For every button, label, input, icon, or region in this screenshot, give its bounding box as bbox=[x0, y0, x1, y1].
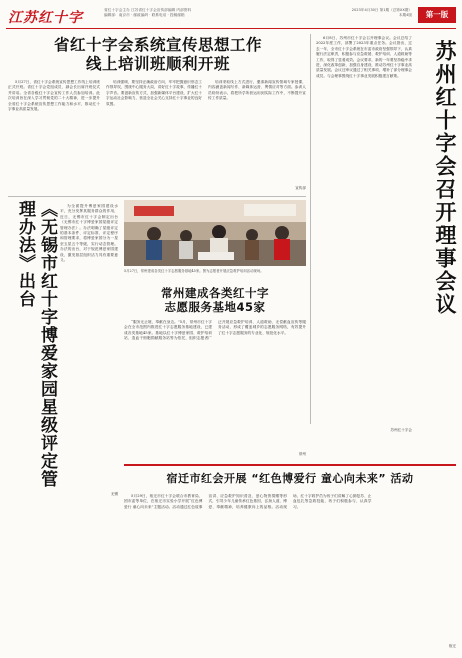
article2-paragraph: 6月8日，苏州市红十字会召开理事会议。会议总结了2022年度工作，部署了2023年重点任务。会议指出，过去一年，全市红十字会系统在市委市政府坚强领导下，认真履行法定职责，积极参与应急救援、救护培训、人道救助等工作，取得了显著成效。会议要求，新的一年要坚持稳中求进，深化改革创新，加强自身建设，推动苏州红十字事业高质量发展。会议还审议通过了相关事项，增补了部分理事会成员。与会理事围绕红十字事业发展积极建言献策。 bbox=[316, 36, 412, 78]
article1-paragraph-1: 5月27日，省红十字会系统宣传思想工作线上培训班正式开班。省红十字会党组成员、副会长出席开班仪式并讲话。全省各级红十字会宣传工作人员参加培训。此次培训旨在深入学习贯彻党的二十大精神，进一步提升全省红十字会系统宣传思想工作能力和水平，推动红十字事业高质量发展。 bbox=[8, 80, 100, 112]
issue-date bbox=[316, 8, 412, 18]
bottom-section-rule bbox=[124, 464, 456, 466]
photo-illustration bbox=[124, 200, 306, 266]
article3-paragraph: 为全面提升博爱家园建设水平，充分发挥其服务群众的作用，近日，无锡市红十字会制定出台《无锡市红十字博爱家园星级评定管理办法》。办法明确了星级评定的基本条件、评定标准、评定程序和管理要求，将博爱家园分为一星至五星五个等级，实行动态管理。办法的出台，对于规范博爱家园建设、激发基层组织活力具有重要意义。 bbox=[60, 204, 118, 263]
date-line-1: 2023年4月30日 第1期（总第XX期） bbox=[351, 8, 412, 12]
news-photo bbox=[124, 200, 306, 266]
article1-column-3 bbox=[208, 80, 306, 184]
article3-body bbox=[60, 204, 118, 496]
article1-column-2 bbox=[106, 80, 202, 192]
article5-body bbox=[124, 494, 456, 642]
article2-author: 苏州红十字会 bbox=[390, 428, 412, 432]
article1-column-1 bbox=[8, 80, 100, 192]
article2-vertical-headline: 苏州红十字会召开理事会议 bbox=[433, 40, 457, 316]
article3-vertical-headline: 《无锡市红十字博爱家园星级评定管理办法》出台 bbox=[15, 200, 57, 488]
publisher-meta bbox=[104, 8, 294, 18]
article4-headline bbox=[124, 286, 306, 314]
column-divider bbox=[310, 34, 311, 424]
section-divider bbox=[8, 196, 306, 197]
article4-title-line-2: 志愿服务基地45家 bbox=[164, 300, 266, 314]
date-line-2: 本期4版 bbox=[398, 13, 412, 17]
article4-body bbox=[124, 320, 306, 450]
article1-paragraph-3: 培训采取线上方式进行，邀请新闻宣传领域专家授课，内容涵盖新闻写作、新媒体运营、舆情应对等方面。参训人员纷纷表示，将把所学所获运用到实际工作中，不断提升宣传工作质量。 bbox=[208, 80, 306, 101]
masthead bbox=[6, 4, 456, 29]
article3-author: 无锡 bbox=[110, 492, 118, 496]
article5-author: 宿迁 bbox=[448, 644, 456, 648]
newspaper-logo: 江苏红十字 bbox=[8, 10, 83, 26]
article1-title-line-1: 省红十字会系统宣传思想工作 bbox=[53, 36, 262, 54]
page-number-label: 第一版 bbox=[418, 7, 456, 23]
article1-paragraph-2: 培训强调，要坚持正确政治方向，牢牢把握意识形态工作领导权，围绕中心服务大局，讲好红十字故事，传播红十字声音。要创新宣传方式，加强新媒体平台建设，扩大红十字运动社会影响力，营造全社会关心支持红十字事业的良好氛围。 bbox=[106, 80, 202, 106]
article5-headline: 宿迁市红会开展 “红色博爱行 童心向未来” 活动 bbox=[166, 472, 414, 485]
article4-title-line-1: 常州建成各类红十字 bbox=[161, 286, 269, 300]
meta-line-1: 省红十字会主办 江苏省红十字会宣传部编辑 内部资料 bbox=[104, 8, 192, 12]
article2-body bbox=[316, 36, 412, 422]
article1-author: 宣传部 bbox=[295, 186, 306, 190]
meta-line-2: 编辑部：南京市 · 邮政编码 · 联系电话 · 投稿邮箱 bbox=[104, 13, 185, 17]
photo-caption: 5月27日，常州建成各类红十字志愿服务基地45家。图为志愿者开展应急救护培训活动现场。 bbox=[124, 269, 264, 273]
article1-headline bbox=[8, 36, 308, 74]
article5-paragraph: 5月29日，宿迁市红十字会联合市教育局、团市委等单位，在宿迁市实验小学开展“红色博爱行 童心向未来”主题活动。活动通过红色故事宣讲、应急救护知识普及、爱心物资捐赠等形式，引导少年儿童传承红色基因，弘扬人道、博爱、奉献精神，培养健康向上的品格。活动现场，红十字救护员为孩子们讲解了心肺复苏、止血包扎等急救技能，孩子们积极参与、认真学习。 bbox=[124, 494, 372, 509]
article4-author: 常州 bbox=[298, 452, 306, 456]
article1-title-line-2: 线上培训班顺利开班 bbox=[85, 55, 230, 73]
article4-paragraph: “服务无止境，奉献在身边。”5月，常州市红十字会在全市范围内推进红十字志愿服务基地建设，已建成各类基地45家。基地以红十字博爱家园、救护培训站、造血干细胞捐献服务站等为依托，组织志愿者广泛开展应急救护培训、人道救助、无偿献血宣传等服务活动，形成了覆盖城乡的志愿服务网络，有效提升了红十字志愿服务的专业化、规范化水平。 bbox=[124, 320, 306, 341]
